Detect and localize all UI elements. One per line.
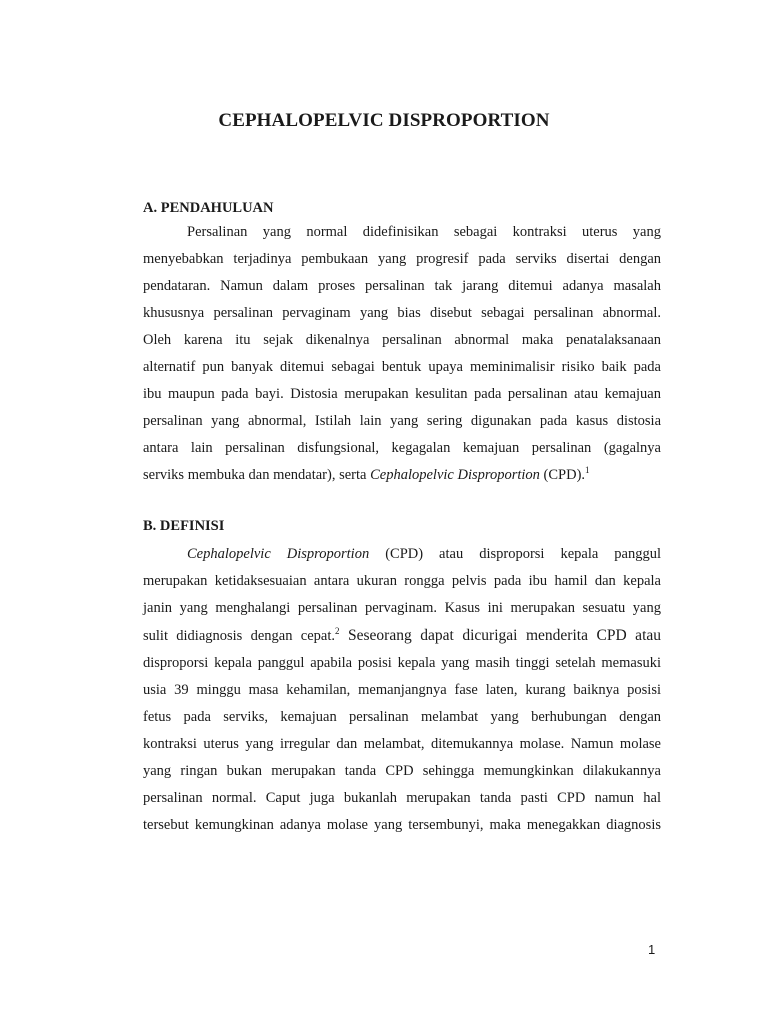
paragraph-line	[143, 626, 661, 646]
text-span: sulit didiagnosis dengan cepat.	[143, 628, 335, 644]
document-title: CEPHALOPELVIC DISPROPORTION	[218, 110, 550, 131]
page-number: 1	[648, 942, 656, 957]
paragraph-line: menyebabkan terjadinya pembukaan yang progresif pada serviks disertai dengan	[143, 251, 661, 267]
paragraph-line: tersebut kemungkinan adanya molase yang tersembunyi, maka menegakkan diagnosis	[143, 817, 661, 833]
paragraph-line: Oleh karena itu sejak dikenalnya persalinan abnormal maka penatalaksanaan	[143, 332, 661, 348]
section-b-heading: B. DEFINISI	[143, 518, 225, 534]
text-span: Seseorang dapat dicurigai menderita CPD atau	[339, 627, 661, 644]
italic-term: Cephalopelvic Disproportion	[187, 546, 370, 562]
paragraph-line: yang ringan bukan merupakan tanda CPD sehingga memungkinkan dilakukannya	[143, 763, 661, 779]
paragraph-line: alternatif pun banyak ditemui sebagai bentuk upaya meminimalisir risiko baik pada	[143, 359, 661, 375]
paragraph-line: pendataran. Namun dalam proses persalinan tak jarang ditemui adanya masalah	[143, 278, 661, 294]
paragraph-line: disproporsi kepala panggul apabila posisi kepala yang masih tinggi setelah memasuki	[143, 655, 661, 671]
text-span: (CPD).	[539, 467, 586, 483]
paragraph-line: antara lain persalinan disfungsional, kegagalan kemajuan persalinan (gagalnya	[143, 440, 661, 456]
paragraph-line: ibu maupun pada bayi. Distosia merupakan kesulitan pada persalinan atau kemajuan	[143, 386, 661, 402]
paragraph-line: persalinan yang abnormal, Istilah lain yang sering digunakan pada kasus distosia	[143, 413, 661, 429]
paragraph-line: Persalinan yang normal didefinisikan sebagai kontraksi uterus yang	[187, 224, 661, 240]
paragraph-line: khususnya persalinan pervaginam yang bias disebut sebagai persalinan abnormal.	[143, 305, 661, 321]
paragraph-first-line	[187, 544, 661, 564]
paragraph-line: kontraksi uterus yang irregular dan melambat, ditemukannya molase. Namun molase	[143, 736, 661, 752]
paragraph-line: fetus pada serviks, kemajuan persalinan melambat yang berhubungan dengan	[143, 709, 661, 725]
paragraph-line: janin yang menghalangi persalinan pervaginam. Kasus ini merupakan sesuatu yang	[143, 600, 661, 616]
footnote-ref: 2	[334, 626, 340, 637]
paragraph-line: merupakan ketidaksesuaian antara ukuran rongga pelvis pada ibu hamil dan kepala	[143, 573, 661, 589]
paragraph-last-line	[143, 465, 661, 485]
paragraph-line: persalinan normal. Caput juga bukanlah merupakan tanda pasti CPD namun hal	[143, 790, 661, 806]
italic-term: Cephalopelvic Disproportion	[370, 467, 540, 483]
section-a-heading: A. PENDAHULUAN	[143, 200, 274, 216]
text-span: serviks membuka dan mendatar), serta	[143, 467, 371, 483]
footnote-ref: 1	[585, 465, 590, 476]
text-span: (CPD) atau disproporsi kepala panggul	[369, 546, 661, 562]
paragraph-line: usia 39 minggu masa kehamilan, memanjangnya fase laten, kurang baiknya posisi	[143, 682, 661, 698]
